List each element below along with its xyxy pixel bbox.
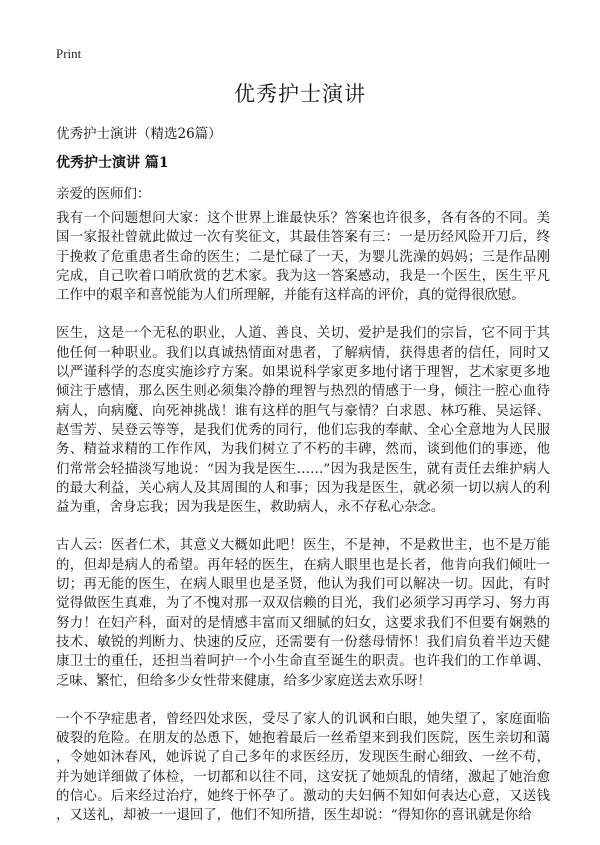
paragraph-line: 工作中的艰辛和喜悦能为人们所理解，并能有这样高的评价，真的觉得很欣慰。 [56,288,525,304]
paragraph-line: 乏味、繁忙，但给多少女性带来健康，给多少家庭送去欢乐呀！ [56,673,431,689]
paragraph-line: 医生，这是一个无私的职业，人道、善良、关切、爱护是我们的宗旨，它不同于其 [56,326,550,342]
paragraph-line: 觉得做医生真难，为了不愧对那一双双信赖的目光，我们必须学习再学习、努力再 [56,596,550,612]
paragraph-line: 完成，自己吹着口哨欣赏的艺术家。我为这一答案感动，我是一个医生，医生平凡 [56,268,550,284]
paragraph-line: 于挽救了危重患者生命的医生；二是忙碌了一天，为婴儿洗澡的妈妈；三是作品刚 [56,249,550,265]
paragraph-line: 切；再无能的医生，在病人眼里也是圣贤，他认为我们可以解决一切。因此，有时 [56,577,550,593]
speech-paragraph [56,710,550,826]
paragraph-line: 赵雪芳、吴登云等等，是我们优秀的同行，他们忘我的奉献、全心全意地为人民服 [56,422,550,438]
paragraph-line: 我有一个问题想问大家：这个世界上谁最快乐？答案也许很多，各有各的不同。美 [56,211,550,226]
paragraph-line: 一个不孕症患者，曾经四处求医，受尽了家人的讥讽和白眼，她失望了，家庭面临 [56,711,550,727]
speech-paragraph [56,324,550,517]
paragraph-line: ，令她如沐春风，她诉说了自己多年的求医经历，发现医生耐心细致、一丝不苟， [56,750,550,766]
section-heading: 优秀护士演讲 篇1 [56,155,169,171]
document-subtitle: 优秀护士演讲（精选26篇） [56,126,222,142]
paragraph-line: 技术、敏锐的判断力、快速的反应，还需要有一份慈母情怀！我们肩负着半边天健 [56,634,550,650]
paragraph-line: 破裂的危险。在朋友的怂恿下，她抱着最后一丝希望来到我们医院，医生亲切和蔼 [56,731,550,747]
speech-body [56,209,550,845]
salutation: 亲爱的医师们： [56,186,151,202]
paragraph-line: 倾注于感情，那么医生则必须集冷静的理智与热烈的情感于一身，倾注一腔心血待 [56,384,550,400]
paragraph-line: 们常常会轻描淡写地说：“因为我是医生……”因为我是医生，就有责任去维护病人 [56,461,550,477]
paragraph-line: 努力！在妇产科，面对的是情感丰富而又细腻的妇女，这要求我们不但要有娴熟的 [56,615,550,631]
paragraph-line: 益为重，舍身忘我；因为我是医生，救助病人，永不存私心杂念。 [56,500,445,516]
paragraph-line: 古人云：医者仁术，其意义大概如此吧！医生，不是神，不是救世主，也不是万能 [56,538,550,554]
paragraph-line: 以严谨科学的态度实施诊疗方案。如果说科学家更多地付诸于理智，艺术家更多地 [56,365,550,381]
paragraph-line: 他任何一种职业。我们以真诚热情面对患者，了解病情，获得患者的信任，同时又 [56,345,550,361]
document-title: 优秀护士演讲 [234,82,366,106]
speech-paragraph [56,536,550,690]
paragraph-line: 的最大利益，关心病人及其周围的人和事；因为我是医生，就必须一切以病人的利 [56,480,550,496]
paragraph-line: 务、精益求精的工作作风，为我们树立了不朽的丰碑，然而，谈到他们的事迹，他 [56,442,550,458]
print-link[interactable]: Print [56,46,82,61]
paragraph-line: 病人，向病魔、向死神挑战！谁有这样的胆气与豪情？白求恩、林巧稚、吴运铎、 [56,403,550,419]
paragraph-line: 的信心。后来经过治疗，她终于怀孕了。激动的夫妇俩不知如何表达心意，又送钱 [56,789,550,805]
paragraph-line: 国一家报社曾就此做过一次有奖征文，其最佳答案有三：一是历经风险开刀后，终 [56,230,550,246]
paragraph-line: ，又送礼，却被一一退回了，他们不知所措，医生却说：“得知你的喜讯就是你给 [56,808,532,824]
speech-paragraph [56,209,550,305]
paragraph-line: 并为她详细做了体检，一切都和以往不同，这安抚了她烦乱的情绪，激起了她治愈 [56,769,550,785]
paragraph-line: 的，但却是病人的希望。再年轻的医生，在病人眼里也是长者，他肯向我们倾吐一 [56,557,550,573]
paragraph-line: 康卫士的重任，还担当着呵护一个小生命直至诞生的职责。也许我们的工作单调、 [56,654,550,670]
